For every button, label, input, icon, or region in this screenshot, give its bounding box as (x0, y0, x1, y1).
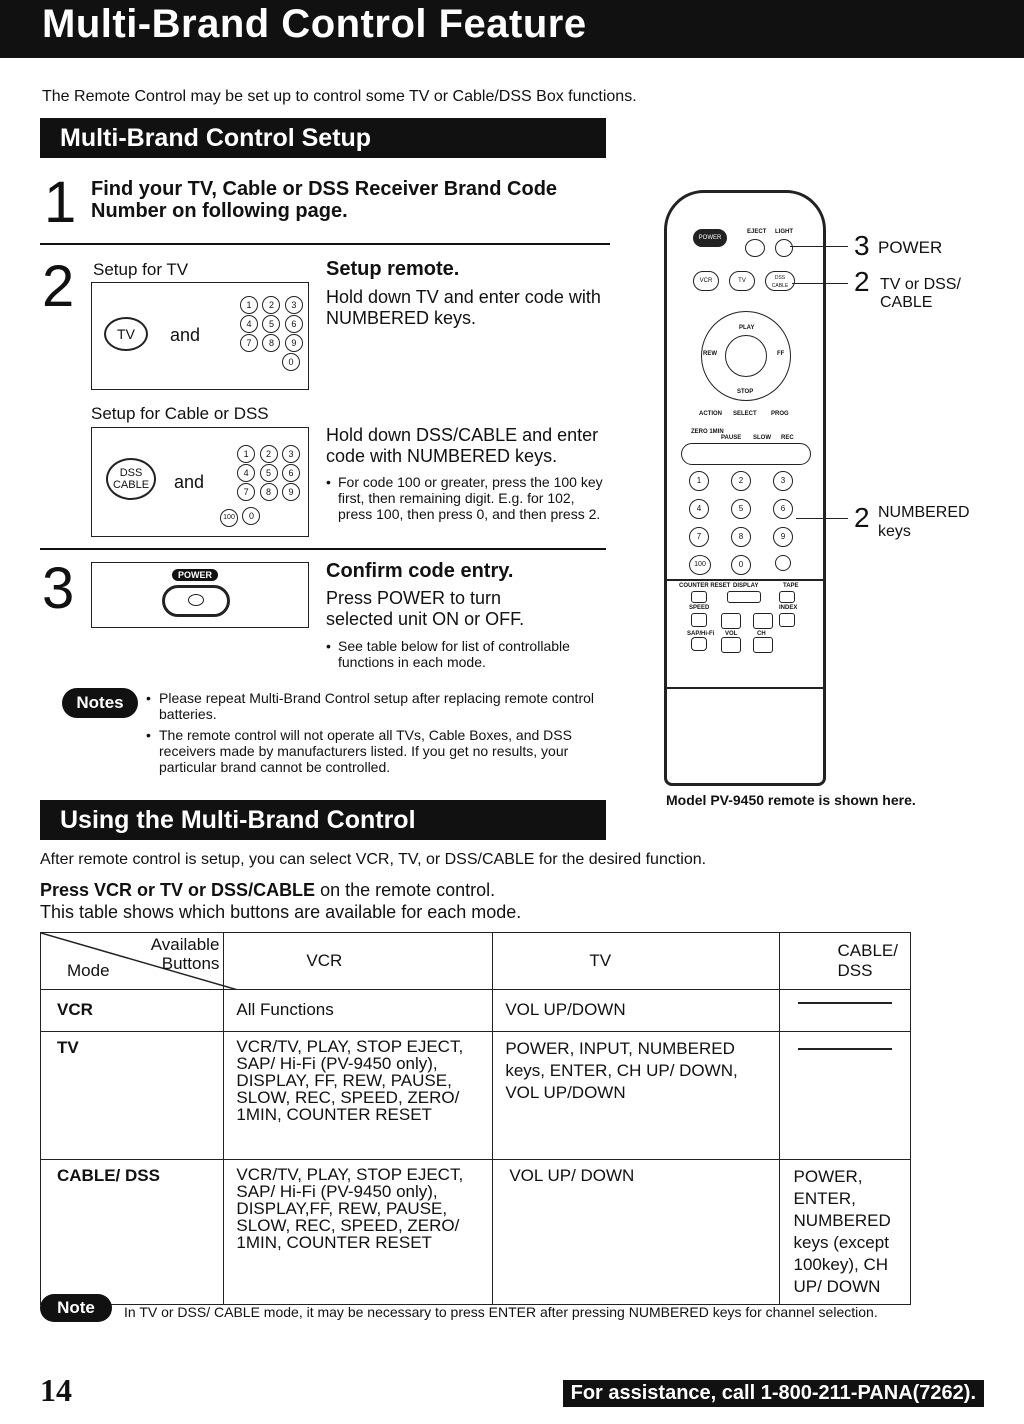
remote-power-button: POWER (693, 229, 727, 247)
table-cell: VOL UP/ DOWN (493, 1160, 779, 1305)
remote-ff-label: FF (777, 351, 785, 357)
remote-eject-label: EJECT (747, 229, 767, 235)
power-illustration (91, 562, 309, 628)
remote-counter-button (691, 591, 707, 603)
remote-play-label: PLAY (739, 325, 755, 331)
dash-mark (798, 1002, 892, 1004)
dss-cable-button-line2: CABLE (112, 479, 150, 491)
remote-caption: Model PV-9450 remote is shown here. (666, 792, 916, 808)
remote-number-key: 7 (689, 527, 709, 547)
remote-prog-label: PROG (771, 411, 789, 417)
keypad-key: 100 (220, 509, 238, 527)
callout-line (796, 518, 848, 519)
table-header-row (41, 933, 911, 990)
keypad-key: 3 (282, 445, 300, 463)
cable-setup-illustration (91, 427, 309, 537)
step2-tv-text: Hold down TV and enter code with NUMBERED keys. (326, 287, 601, 328)
remote-number-key: 100 (689, 555, 711, 575)
setup-heading: Multi-Brand Control Setup (40, 118, 606, 158)
keypad-key: 1 (237, 445, 255, 463)
remote-zero-label: ZERO 1MIN (691, 429, 724, 435)
table-cell (779, 990, 910, 1032)
remote-pause-label: PAUSE (721, 435, 742, 441)
remote-stop-label: STOP (737, 389, 754, 395)
step3-text: Press POWER to turn selected unit ON or OFF. (326, 588, 525, 629)
callout-label: TV or DSS/ CABLE (880, 276, 961, 311)
callout-label: NUMBERED keys (878, 504, 970, 540)
remote-eject-button (745, 239, 765, 257)
callout-line (790, 246, 848, 247)
keypad-key: 7 (240, 334, 258, 352)
assistance-banner: For assistance, call 1-800-211-PANA(7262). (563, 1380, 984, 1407)
bullet: • (326, 638, 331, 654)
and-text: and (174, 472, 205, 492)
power-icon (188, 594, 204, 606)
keypad-key: 9 (285, 334, 303, 352)
remote-vcr-button: VCR (693, 271, 719, 291)
page-title: Multi-Brand Control Feature (42, 2, 587, 46)
tv-setup-illustration (91, 282, 309, 390)
using-text2-bold: Press VCR or TV or DSS/CABLE (40, 880, 316, 900)
table-cell: VOL UP/DOWN (493, 990, 779, 1032)
setup-cable-label: Setup for Cable or DSS (91, 404, 269, 423)
remote-light-button (775, 239, 793, 257)
callout-number: 2 (854, 266, 870, 297)
keypad-key: 9 (282, 483, 300, 501)
remote-select-label: SELECT (733, 411, 757, 417)
table-row (41, 1032, 911, 1160)
remote-slow-label: SLOW (753, 435, 771, 441)
dss-cable-button-line1: DSS (119, 467, 143, 479)
table-cell (779, 1032, 910, 1160)
callout-label: POWER (878, 238, 943, 257)
remote-rec-label: REC (781, 435, 794, 441)
remote-tape-label: TAPE (783, 583, 799, 589)
using-text3: This table shows which buttons are available for each mode. (40, 902, 522, 922)
table-cell: VCR/TV, PLAY, STOP EJECT, SAP/ Hi-Fi (PV-9450 only), DISPLAY, FF, REW, PAUSE, SLOW, REC, SPEED, ZERO/ 1MIN, COUNTER RESET (224, 1032, 493, 1160)
remote-sap-label: SAP/Hi-Fi (687, 631, 715, 637)
remote-ch-up-button (753, 613, 773, 629)
remote-sap-button (691, 637, 707, 651)
table-cell: VCR/TV, PLAY, STOP EJECT, SAP/ Hi-Fi (PV-9450 only), DISPLAY,FF, REW, PAUSE, SLOW, REC, SPEED, ZERO/ 1MIN, COUNTER RESET (224, 1160, 493, 1305)
corner-top-label: Available Buttons (150, 935, 220, 973)
table-cell: All Functions (224, 990, 493, 1032)
power-label: POWER (172, 569, 218, 581)
bullet: • (146, 727, 151, 743)
remote-speed-button (691, 613, 707, 627)
note-badge: Note (40, 1294, 112, 1322)
remote-number-key: 2 (731, 471, 751, 491)
remote-display-button (727, 591, 761, 603)
dss-cable-button (106, 458, 156, 500)
step2-title: Setup remote. (326, 258, 460, 280)
remote-enter-button (775, 555, 791, 571)
table-header-cell: TV (493, 933, 779, 990)
step2-cable-note (326, 474, 610, 522)
using-heading: Using the Multi-Brand Control (40, 800, 606, 840)
remote-number-key: 1 (689, 471, 709, 491)
callout-number: 2 (854, 502, 870, 533)
corner-bottom-label: Mode (67, 961, 110, 980)
note-item (146, 727, 612, 775)
keypad-key: 6 (285, 315, 303, 333)
keypad-key: 0 (282, 353, 300, 371)
step2-number: 2 (42, 254, 75, 319)
remote-number-key: 9 (773, 527, 793, 547)
table-row (41, 1160, 911, 1305)
remote-tv-button: TV (729, 271, 755, 291)
keypad-key: 8 (262, 334, 280, 352)
remote-number-key: 5 (731, 499, 751, 519)
table-mode-cell: VCR (41, 990, 224, 1032)
notes-badge: Notes (62, 688, 138, 718)
remote-index-label: INDEX (779, 605, 798, 611)
remote-action-label: ACTION (699, 411, 722, 417)
remote-transport-row (681, 443, 811, 465)
table-header-cell: CABLE/ DSS (779, 933, 910, 990)
step2-cable-text: Hold down DSS/CABLE and enter code with NUMBERED keys. (326, 425, 599, 466)
numbered-keypad (240, 295, 304, 371)
remote-display-label: DISPLAY (733, 583, 759, 589)
remote-number-key: 6 (773, 499, 793, 519)
and-text: and (170, 325, 201, 345)
note-text: Please repeat Multi-Brand Control setup after replacing remote control batteries. (159, 690, 594, 722)
page-number: 14 (40, 1372, 72, 1408)
keypad-key: 5 (262, 315, 280, 333)
remote-ch-down-button (753, 637, 773, 653)
keypad-key: 6 (282, 464, 300, 482)
step3-note (326, 638, 606, 670)
remote-speed-label: SPEED (689, 605, 710, 611)
step1-text: Find your TV, Cable or DSS Receiver Brand Code Number on following page. (91, 178, 558, 222)
remote-light-label: LIGHT (775, 229, 793, 235)
mode-table (40, 932, 911, 1305)
remote-illustration (664, 190, 826, 786)
keypad-key: 3 (285, 296, 303, 314)
keypad-key: 2 (260, 445, 278, 463)
setup-tv-label: Setup for TV (93, 260, 189, 279)
remote-ch-label: CH (757, 631, 766, 637)
table-corner-cell (41, 933, 224, 990)
bullet: • (326, 474, 331, 490)
remote-vol-down-button (721, 637, 741, 653)
remote-divider (667, 687, 823, 689)
table-mode-cell: CABLE/ DSS (41, 1160, 224, 1305)
remote-counter-label: COUNTER RESET (679, 583, 731, 589)
keypad-key: 4 (240, 315, 258, 333)
note-text: The remote control will not operate all TVs, Cable Boxes, and DSS receivers made by manufacturers listed. If you get no results, your particular brand cannot be controlled. (159, 727, 572, 775)
keypad-bottom-row (220, 506, 260, 527)
table-cell: POWER, INPUT, NUMBERED keys, ENTER, CH UP/ DOWN, VOL UP/DOWN (493, 1032, 779, 1160)
numbered-keypad (220, 444, 300, 501)
remote-number-key: 0 (731, 555, 751, 575)
intro-text: The Remote Control may be set up to control some TV or Cable/DSS Box functions. (42, 88, 637, 105)
callout-line (792, 283, 848, 284)
callout-number: 3 (854, 230, 870, 261)
bullet: • (146, 690, 151, 706)
remote-number-key: 8 (731, 527, 751, 547)
step2-cable-note-text: For code 100 or greater, press the 100 key first, then remaining digit. E.g. for 102, press 100, then press 0, and then press 2. (338, 474, 603, 522)
keypad-key: 8 (260, 483, 278, 501)
using-text2 (40, 880, 495, 901)
remote-number-key: 3 (773, 471, 793, 491)
remote-vol-up-button (721, 613, 741, 629)
using-text2-rest: on the remote control. (315, 880, 496, 900)
power-button (162, 585, 230, 617)
tv-button: TV (104, 317, 148, 351)
note-item (146, 690, 612, 722)
keypad-key: 2 (262, 296, 280, 314)
keypad-key: 4 (237, 464, 255, 482)
remote-cable-button: DSS CABLE (765, 271, 795, 291)
title-bar (0, 0, 1024, 58)
dash-mark (798, 1048, 892, 1050)
step3-note-text: See table below for list of controllable functions in each mode. (338, 638, 570, 670)
remote-tape-button (779, 591, 795, 603)
remote-index-button (779, 613, 795, 627)
remote-center-button (725, 335, 767, 377)
divider (40, 243, 610, 245)
table-cell: POWER, ENTER, NUMBERED keys (except 100key), CH UP/ DOWN (779, 1160, 910, 1305)
table-header-cell: VCR (224, 933, 493, 990)
remote-rew-label: REW (703, 351, 717, 357)
keypad-key: 1 (240, 296, 258, 314)
keypad-key: 5 (260, 464, 278, 482)
step3-number: 3 (42, 556, 75, 621)
table-mode-cell: TV (41, 1032, 224, 1160)
remote-number-key: 4 (689, 499, 709, 519)
step3-title: Confirm code entry. (326, 560, 514, 582)
keypad-key: 7 (237, 483, 255, 501)
step1-number: 1 (44, 170, 77, 235)
remote-vol-label: VOL (725, 631, 738, 637)
divider (40, 548, 606, 550)
using-text1: After remote control is setup, you can select VCR, TV, or DSS/CABLE for the desired function. (40, 851, 707, 868)
remote-divider (667, 579, 823, 581)
table-row (41, 990, 911, 1032)
note-text: In TV or DSS/ CABLE mode, it may be necessary to press ENTER after pressing NUMBERED keys for channel selection. (124, 1304, 878, 1320)
keypad-key: 0 (242, 507, 260, 525)
